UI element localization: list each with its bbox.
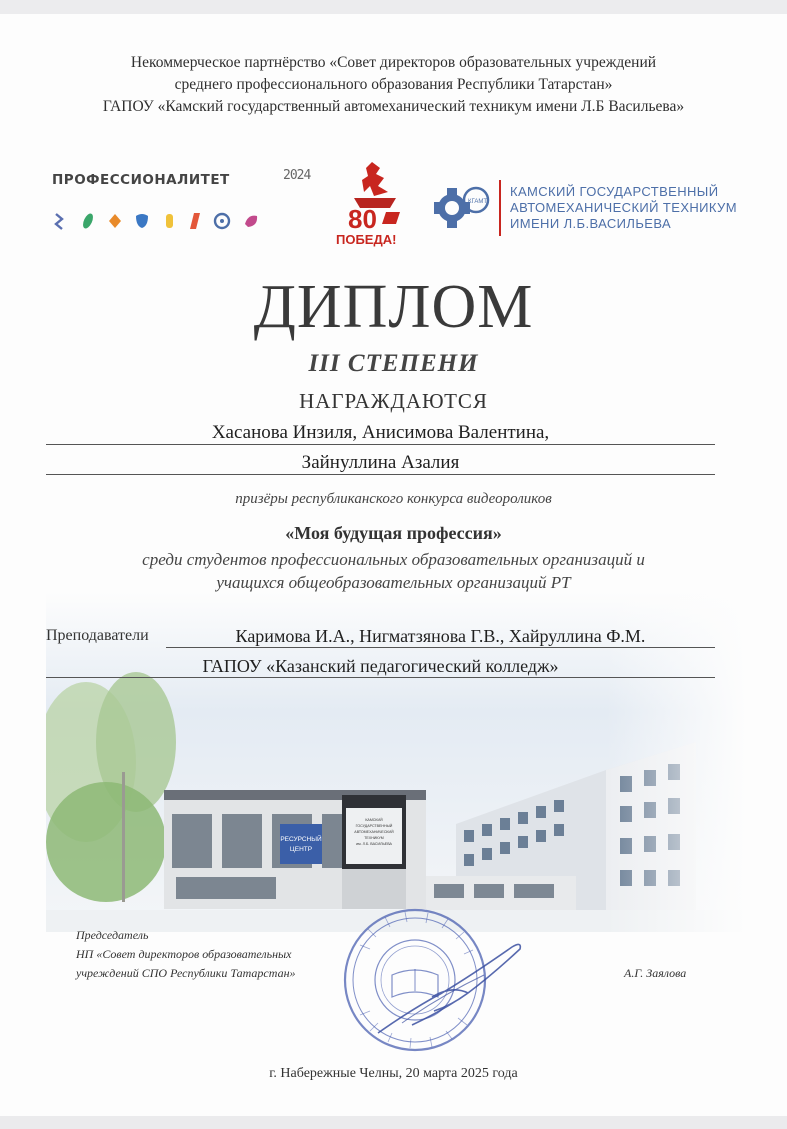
awarded-heading: НАГРАЖДАЮТСЯ [299,389,488,413]
diploma-title: ДИПЛОМ [253,273,534,341]
header-line-2: среднего профессионального образования Республики Татарстан» [174,76,613,93]
logo-divider [499,180,501,236]
profession-icon [215,214,229,228]
prize-text: призёры республиканского конкурса видеороликов [235,491,552,507]
recipients-underline-1 [46,444,715,445]
year-mark: 2024 [283,168,311,183]
signer-role-line-2: НП «Совет директоров образовательных [76,947,292,961]
among-line-2: учащихся общеобразовательных организаций РТ [216,573,571,592]
kamsk-logo-line-1: КАМСКИЙ ГОСУДАРСТВЕННЫЙ [510,184,719,199]
victory-80-logo [330,158,422,250]
diploma-degree: III СТЕПЕНИ [308,350,479,377]
teachers-label: Преподаватели [46,627,149,644]
recipients-line-1: Хасанова Инзиля, Анисимова Валентина, [211,422,550,443]
college-underline [46,677,715,678]
victory-word: ПОБЕДА! [336,232,397,247]
teachers-names: Каримова И.А., Нигматзянова Г.В., Хайруллина Ф.М. [235,626,646,646]
recipients-line-2: Зайнуллина Азалия [301,452,460,473]
teachers-underline [166,647,715,648]
profession-icon [245,216,257,227]
kamsk-logo-line-2: АВТОМЕХАНИЧЕСКИЙ ТЕХНИКУМ [510,200,737,215]
place-and-date: г. Набережные Челны, 20 марта 2025 года [269,1066,518,1081]
signature-scribble [372,935,532,1045]
profession-icon [190,213,200,229]
signer-role-line-3: учреждений СПО Республики Татарстан» [76,966,296,980]
victory-number: 80 [348,204,377,234]
profession-icon [56,214,62,229]
profession-icon [81,212,95,230]
among-line-1: среди студентов профессиональных образовательных организаций и [142,550,645,569]
kamsk-logo-line-3: ИМЕНИ Л.Б.ВАСИЛЬЕВА [510,216,672,231]
header-line-3: ГАПОУ «Камский государственный автомеханический техникум имени Л.Б Васильева» [102,98,685,115]
signer-role-line-1: Председатель [76,928,149,942]
profession-icon [166,214,173,228]
gear-badge-text: КГАМТ [468,199,488,205]
signer-name: А.Г. Заялова [624,966,687,980]
header-line-1: Некоммерческое партнёрство «Совет директоров образовательных учреждений [130,54,657,71]
kgamt-gear-logo [428,178,498,240]
bottom-margin [0,1116,787,1129]
profession-icon [109,214,121,228]
recipients-underline-2 [46,474,715,475]
professionalitet-logo: ПРОФЕССИОНАЛИТЕТ [52,172,230,188]
contest-name: «Моя будущая профессия» [285,523,502,543]
top-margin [0,0,787,14]
college-name: ГАПОУ «Казанский педагогический колледж» [202,656,559,676]
profession-icon [136,214,148,228]
professions-icons-row [52,208,312,234]
